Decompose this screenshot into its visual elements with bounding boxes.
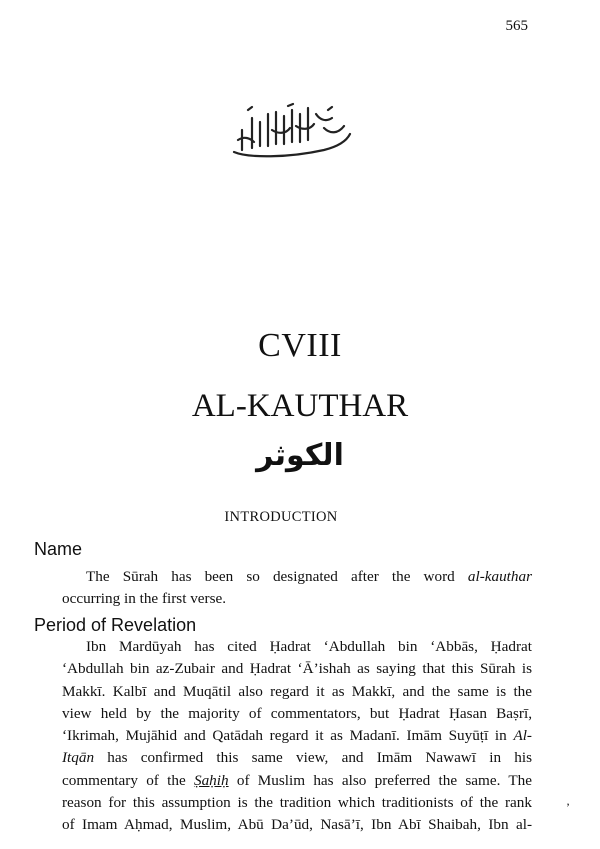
paragraph-line: The Sūrah has been so designated after the word al-kauthar <box>86 568 532 585</box>
introduction-label: INTRODUCTION <box>224 509 338 525</box>
paragraph-line: occurring in the first verse. <box>62 590 227 608</box>
margin-mark: ’ <box>566 800 570 814</box>
paragraph-line: ‘Ikrimah, Mujāhid and Qatādah regard it as Madanī. Imām Suyūṭī in Al- <box>62 727 532 745</box>
paragraph-line: Itqān has confirmed this same view, and Imām Nawawī in his <box>62 749 532 767</box>
paragraph-line: Ibn Mardūyah has cited Ḥadrat ‘Abdullah bin ‘Abbās, Ḥadrat <box>86 638 532 655</box>
paragraph-line: view held by the majority of commentators, but Ḥadrat Ḥasan Baṣrī, <box>62 704 532 722</box>
surah-name: AL-KAUTHAR <box>191 388 409 424</box>
paragraph-line: of Imam Aḥmad, Muslim, Abū Da’ūd, Nasā’ī, Ibn Abī Shaibah, Ibn al- <box>62 816 532 834</box>
section-paragraph-name <box>62 566 532 611</box>
surah-number: CVIII <box>258 327 342 364</box>
paragraph-line: reason for this assumption is the tradition which traditionists of the rank <box>62 794 532 812</box>
section-heading-name: Name <box>34 539 83 559</box>
page-number: 565 <box>505 18 528 34</box>
section-heading-period-of-revelation: Period of Revelation <box>34 615 197 635</box>
paragraph-line: Makkī. Kalbī and Muqātil also regard it as Makkī, and the same is the <box>62 682 532 700</box>
paragraph-line: ‘Abdullah bin az-Zubair and Ḥadrat ‘Ā’ishah as saying that this Sūrah is <box>62 660 532 678</box>
bismillah-calligraphy-icon <box>228 100 356 160</box>
paragraph-line: commentary of the Ṣaḥiḥ of Muslim has also preferred the same. The <box>62 771 532 789</box>
section-paragraph-period <box>62 636 532 837</box>
surah-name-arabic: الكوثر <box>256 438 344 473</box>
